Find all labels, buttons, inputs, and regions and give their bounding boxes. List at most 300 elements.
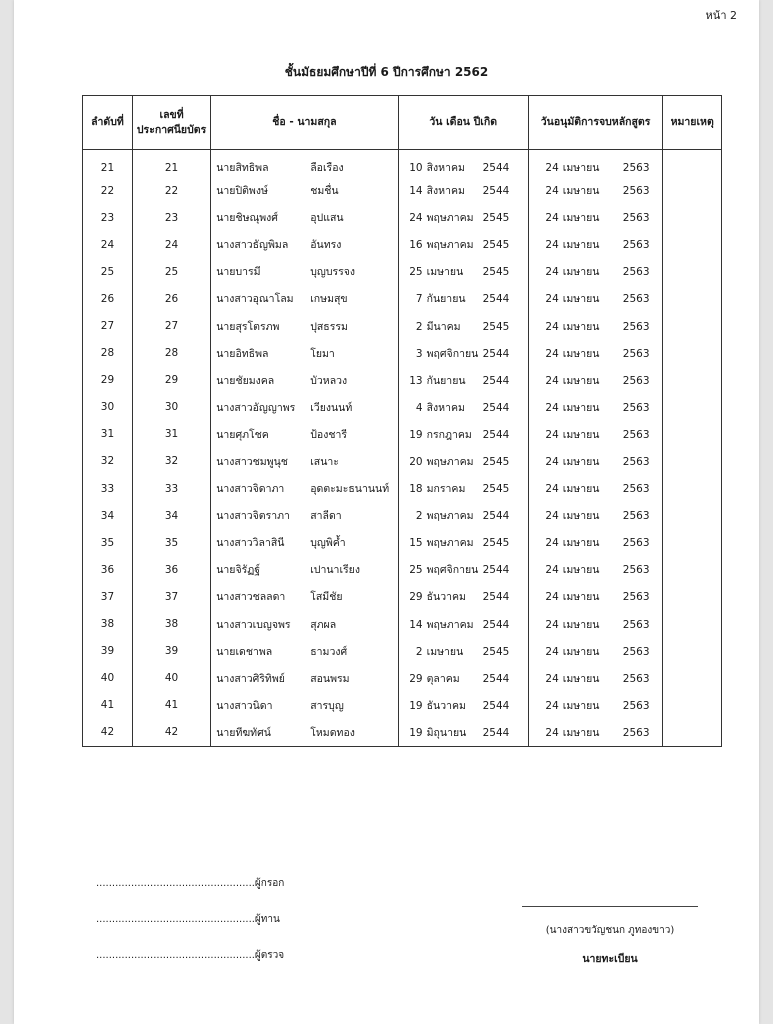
row-seq: 31 <box>83 421 133 448</box>
row-approval-year: 2563 <box>622 185 650 198</box>
row-cert-number: 35 <box>132 529 210 556</box>
row-birth-day: 19 <box>409 428 423 441</box>
row-approval-day: 24 <box>545 162 559 174</box>
row-full-name <box>211 502 398 529</box>
row-full-name <box>211 529 398 556</box>
row-birth-date <box>398 204 528 231</box>
row-seq: 32 <box>83 448 133 475</box>
row-birth-day: 20 <box>409 455 423 468</box>
row-family-name: บุญพิค้ำ <box>310 537 346 550</box>
row-birth-month: พฤษภาคม <box>426 510 474 523</box>
row-approval-date <box>528 367 663 394</box>
row-approval-month: เมษายน <box>562 266 600 279</box>
row-approval-year: 2563 <box>622 162 650 174</box>
row-seq: 30 <box>83 394 133 421</box>
row-approval-day: 24 <box>545 618 559 631</box>
row-family-name: ลือเรือง <box>310 162 344 174</box>
row-birth-day: 19 <box>409 726 423 739</box>
row-approval-day: 24 <box>545 537 559 550</box>
row-birth-day: 25 <box>409 564 423 577</box>
row-birth-month: พฤษภาคม <box>426 455 474 468</box>
row-birth-day: 3 <box>415 347 423 360</box>
row-birth-month: ธันวาคม <box>426 699 466 712</box>
row-approval-month: เมษายน <box>562 510 600 523</box>
row-seq: 21 <box>83 150 133 178</box>
row-approval-month: เมษายน <box>562 428 600 441</box>
row-remark <box>663 367 722 394</box>
row-approval-day: 24 <box>545 266 559 279</box>
row-full-name <box>211 421 398 448</box>
row-remark <box>663 556 722 583</box>
row-approval-date <box>528 394 663 421</box>
row-family-name: ธามวงศ์ <box>310 645 348 658</box>
row-approval-day: 24 <box>545 483 559 496</box>
row-cert-number: 21 <box>132 150 210 178</box>
row-birth-year: 2544 <box>482 672 510 685</box>
row-birth-month: กรกฎาคม <box>426 428 472 441</box>
row-approval-year: 2563 <box>622 266 650 279</box>
row-birth-year: 2545 <box>482 212 510 225</box>
row-family-name: เปานาเรียง <box>310 564 360 577</box>
row-birth-day: 16 <box>409 239 423 252</box>
row-approval-month: เมษายน <box>562 618 600 631</box>
row-remark <box>663 394 722 421</box>
registrar-signature-line <box>522 906 698 907</box>
row-seq: 39 <box>83 638 133 665</box>
row-birth-year: 2545 <box>482 483 510 496</box>
row-approval-date <box>528 231 663 258</box>
row-birth-date <box>398 719 528 747</box>
row-approval-day: 24 <box>545 699 559 712</box>
table-row <box>83 692 722 719</box>
header-cert-number <box>132 96 210 150</box>
row-approval-month: เมษายน <box>562 239 600 252</box>
row-remark <box>663 285 722 312</box>
table-row <box>83 665 722 692</box>
row-birth-day: 18 <box>409 483 423 496</box>
row-seq: 34 <box>83 502 133 529</box>
registrar-title: นายทะเบียน <box>582 953 638 965</box>
row-birth-month: พฤษภาคม <box>426 618 474 631</box>
row-family-name: อุดตะมะธนานนท์ <box>310 483 390 496</box>
row-birth-year: 2544 <box>482 293 510 306</box>
row-birth-year: 2544 <box>482 726 510 739</box>
row-remark <box>663 611 722 638</box>
row-approval-date <box>528 611 663 638</box>
row-birth-date <box>398 231 528 258</box>
row-cert-number: 26 <box>132 285 210 312</box>
row-birth-month: พฤศจิกายน <box>426 347 479 360</box>
row-birth-month: พฤษภาคม <box>426 239 474 252</box>
table-row <box>83 638 722 665</box>
row-remark <box>663 692 722 719</box>
row-birth-month: มิถุนายน <box>426 726 467 739</box>
row-full-name <box>211 150 398 178</box>
row-birth-month: ตุลาคม <box>426 672 460 685</box>
row-family-name: บัวหลวง <box>310 374 348 387</box>
row-cert-number: 25 <box>132 258 210 285</box>
row-cert-number: 22 <box>132 177 210 204</box>
row-approval-day: 24 <box>545 320 559 333</box>
row-full-name <box>211 340 398 367</box>
row-approval-month: เมษายน <box>562 401 600 414</box>
table-body <box>83 150 722 747</box>
row-birth-date <box>398 285 528 312</box>
row-cert-number: 31 <box>132 421 210 448</box>
row-approval-year: 2563 <box>622 591 650 604</box>
row-birth-month: พฤษภาคม <box>426 537 474 550</box>
row-family-name: อุปแสน <box>310 212 344 225</box>
row-given-name: นางสาวธัญพิมล <box>216 239 289 252</box>
row-birth-date <box>398 692 528 719</box>
row-approval-year: 2563 <box>622 618 650 631</box>
row-approval-month: เมษายน <box>562 591 600 604</box>
row-seq: 35 <box>83 529 133 556</box>
row-approval-day: 24 <box>545 455 559 468</box>
row-cert-number: 40 <box>132 665 210 692</box>
row-approval-date <box>528 692 663 719</box>
row-approval-day: 24 <box>545 401 559 414</box>
row-birth-date <box>398 611 528 638</box>
row-cert-number: 23 <box>132 204 210 231</box>
row-seq: 27 <box>83 312 133 339</box>
row-birth-year: 2544 <box>482 428 510 441</box>
row-approval-month: เมษายน <box>562 455 600 468</box>
row-given-name: นายเดชาพล <box>216 645 273 658</box>
row-given-name: นางสาวศิริทิพย์ <box>216 672 285 685</box>
row-approval-day: 24 <box>545 239 559 252</box>
table-row <box>83 448 722 475</box>
row-cert-number: 24 <box>132 231 210 258</box>
row-approval-date <box>528 258 663 285</box>
row-approval-date <box>528 719 663 747</box>
row-approval-date <box>528 150 663 178</box>
row-birth-day: 19 <box>409 699 423 712</box>
row-cert-number: 30 <box>132 394 210 421</box>
row-remark <box>663 502 722 529</box>
row-birth-date <box>398 394 528 421</box>
row-family-name: เสนาะ <box>310 455 339 468</box>
row-family-name: ปุสธรรม <box>310 320 348 333</box>
row-approval-year: 2563 <box>622 645 650 658</box>
row-approval-year: 2563 <box>622 672 650 685</box>
row-remark <box>663 150 722 178</box>
row-birth-date <box>398 312 528 339</box>
row-approval-year: 2563 <box>622 726 650 739</box>
row-birth-date <box>398 258 528 285</box>
row-approval-date <box>528 285 663 312</box>
row-birth-year: 2544 <box>482 564 510 577</box>
row-remark <box>663 340 722 367</box>
row-approval-month: เมษายน <box>562 293 600 306</box>
row-approval-month: เมษายน <box>562 347 600 360</box>
table-row <box>83 394 722 421</box>
row-seq: 38 <box>83 611 133 638</box>
row-birth-date <box>398 502 528 529</box>
row-cert-number: 41 <box>132 692 210 719</box>
row-family-name: สาลีดา <box>310 510 342 523</box>
row-birth-month: กันยายน <box>426 293 466 306</box>
row-birth-month: สิงหาคม <box>426 162 465 174</box>
row-approval-day: 24 <box>545 185 559 198</box>
row-birth-date <box>398 556 528 583</box>
table-row <box>83 475 722 502</box>
document-page <box>14 0 759 1024</box>
row-approval-day: 24 <box>545 591 559 604</box>
row-given-name: นางสาววิลาสินี <box>216 537 285 550</box>
row-seq: 23 <box>83 204 133 231</box>
row-seq: 42 <box>83 719 133 747</box>
row-approval-year: 2563 <box>622 564 650 577</box>
table-row <box>83 231 722 258</box>
row-birth-day: 25 <box>409 266 423 279</box>
row-cert-number: 27 <box>132 312 210 339</box>
row-approval-year: 2563 <box>622 320 650 333</box>
row-full-name <box>211 448 398 475</box>
table-row <box>83 177 722 204</box>
row-birth-year: 2544 <box>482 401 510 414</box>
page-number: หน้า 2 <box>705 9 737 22</box>
row-family-name: โหมดทอง <box>310 726 355 739</box>
header-seq: ลำดับที่ <box>83 96 133 150</box>
row-birth-day: 29 <box>409 672 423 685</box>
row-seq: 24 <box>83 231 133 258</box>
row-remark <box>663 177 722 204</box>
row-approval-date <box>528 638 663 665</box>
row-given-name: นายทีฆทัศน์ <box>216 726 271 739</box>
row-full-name <box>211 231 398 258</box>
table-header-row <box>83 96 722 150</box>
registrar-name: (นางสาวขวัญชนก ภูทองขาว) <box>545 925 675 936</box>
row-birth-year: 2544 <box>482 162 510 174</box>
row-approval-year: 2563 <box>622 347 650 360</box>
row-birth-month: กันยายน <box>426 374 466 387</box>
row-given-name: นางสาวจิดาภา <box>216 483 285 496</box>
row-seq: 28 <box>83 340 133 367</box>
row-birth-day: 4 <box>415 401 423 414</box>
row-remark <box>663 421 722 448</box>
row-birth-year: 2544 <box>482 699 510 712</box>
row-approval-year: 2563 <box>622 428 650 441</box>
row-full-name <box>211 665 398 692</box>
row-approval-month: เมษายน <box>562 374 600 387</box>
row-full-name <box>211 583 398 610</box>
row-given-name: นายชิษณุพงศ์ <box>216 212 278 225</box>
row-birth-date <box>398 150 528 178</box>
row-remark <box>663 583 722 610</box>
row-approval-month: เมษายน <box>562 185 600 198</box>
row-given-name: นายบารมี <box>216 266 261 279</box>
table-row <box>83 150 722 178</box>
row-birth-day: 15 <box>409 537 423 550</box>
row-birth-date <box>398 421 528 448</box>
row-birth-date <box>398 583 528 610</box>
row-full-name <box>211 556 398 583</box>
row-approval-year: 2563 <box>622 537 650 550</box>
row-approval-year: 2563 <box>622 455 650 468</box>
row-cert-number: 28 <box>132 340 210 367</box>
row-approval-date <box>528 312 663 339</box>
row-approval-date <box>528 529 663 556</box>
row-remark <box>663 529 722 556</box>
row-birth-day: 2 <box>415 645 423 658</box>
row-birth-month: สิงหาคม <box>426 401 465 414</box>
row-full-name <box>211 367 398 394</box>
row-given-name: นางสาวอัญญาพร <box>216 401 296 414</box>
row-full-name <box>211 204 398 231</box>
row-seq: 26 <box>83 285 133 312</box>
table-row <box>83 556 722 583</box>
row-remark <box>663 638 722 665</box>
row-seq: 22 <box>83 177 133 204</box>
row-birth-day: 29 <box>409 591 423 604</box>
row-given-name: นางสาวอุณาโลม <box>216 293 294 306</box>
row-approval-year: 2563 <box>622 483 650 496</box>
checker-signature-line: ..................................................ผู้ตรวจ <box>96 950 285 961</box>
row-approval-day: 24 <box>545 672 559 685</box>
row-family-name: สุภผล <box>310 618 337 631</box>
row-cert-number: 39 <box>132 638 210 665</box>
row-full-name <box>211 285 398 312</box>
row-birth-month: มกราคม <box>426 483 466 496</box>
row-birth-year: 2544 <box>482 618 510 631</box>
header-cert-line2: ประกาศนียบัตร <box>136 123 207 136</box>
row-birth-year: 2544 <box>482 185 510 198</box>
row-family-name: สารบุญ <box>310 699 344 712</box>
row-cert-number: 38 <box>132 611 210 638</box>
row-full-name <box>211 719 398 747</box>
row-approval-month: เมษายน <box>562 320 600 333</box>
row-birth-day: 14 <box>409 185 423 198</box>
row-full-name <box>211 638 398 665</box>
row-family-name: โยมา <box>310 347 335 360</box>
table-row <box>83 611 722 638</box>
row-birth-date <box>398 367 528 394</box>
table-row <box>83 583 722 610</box>
row-remark <box>663 312 722 339</box>
row-approval-date <box>528 340 663 367</box>
row-seq: 41 <box>83 692 133 719</box>
row-family-name: บุญบรรจง <box>310 266 356 279</box>
row-approval-day: 24 <box>545 726 559 739</box>
row-birth-date <box>398 475 528 502</box>
row-approval-date <box>528 556 663 583</box>
row-birth-year: 2545 <box>482 320 510 333</box>
row-given-name: นางสาวชลลดา <box>216 591 286 604</box>
row-given-name: นายปิติพงษ์ <box>216 185 268 198</box>
row-approval-month: เมษายน <box>562 564 600 577</box>
row-approval-date <box>528 448 663 475</box>
row-given-name: นายศุภโชค <box>216 428 269 441</box>
row-family-name: อันทรง <box>310 239 342 252</box>
row-birth-date <box>398 665 528 692</box>
row-birth-year: 2545 <box>482 455 510 468</box>
row-birth-year: 2544 <box>482 374 510 387</box>
row-given-name: นางสาวเบญจพร <box>216 618 291 631</box>
table-row <box>83 502 722 529</box>
document-title: ชั้นมัธยมศึกษาปีที่ 6 ปีการศึกษา 2562 <box>284 65 489 79</box>
row-cert-number: 42 <box>132 719 210 747</box>
row-birth-month: พฤษภาคม <box>426 212 474 225</box>
row-approval-date <box>528 177 663 204</box>
header-cert-line1: เลขที่ <box>159 108 184 121</box>
row-birth-year: 2544 <box>482 347 510 360</box>
row-approval-day: 24 <box>545 645 559 658</box>
row-birth-date <box>398 177 528 204</box>
table-row <box>83 529 722 556</box>
row-birth-day: 2 <box>415 510 423 523</box>
row-family-name: ป้องชารี <box>310 428 347 441</box>
row-full-name <box>211 177 398 204</box>
row-birth-month: เมษายน <box>426 266 464 279</box>
header-remark: หมายเหตุ <box>663 96 722 150</box>
row-family-name: โสมีชัย <box>310 591 343 604</box>
row-birth-year: 2545 <box>482 239 510 252</box>
row-approval-day: 24 <box>545 212 559 225</box>
row-cert-number: 34 <box>132 502 210 529</box>
row-given-name: นางสาวจิตราภา <box>216 510 290 523</box>
row-approval-month: เมษายน <box>562 537 600 550</box>
row-approval-day: 24 <box>545 564 559 577</box>
row-remark <box>663 475 722 502</box>
row-remark <box>663 719 722 747</box>
row-full-name <box>211 312 398 339</box>
row-full-name <box>211 394 398 421</box>
table-row <box>83 285 722 312</box>
row-seq: 33 <box>83 475 133 502</box>
row-approval-date <box>528 421 663 448</box>
row-family-name: เวียงนนท์ <box>310 401 353 414</box>
row-approval-day: 24 <box>545 510 559 523</box>
row-approval-year: 2563 <box>622 699 650 712</box>
graduates-table <box>82 95 722 747</box>
row-full-name <box>211 692 398 719</box>
row-approval-month: เมษายน <box>562 483 600 496</box>
row-birth-date <box>398 340 528 367</box>
row-cert-number: 32 <box>132 448 210 475</box>
row-birth-year: 2544 <box>482 591 510 604</box>
row-family-name: สอนพรม <box>310 672 350 685</box>
row-approval-year: 2563 <box>622 212 650 225</box>
row-seq: 36 <box>83 556 133 583</box>
row-seq: 37 <box>83 583 133 610</box>
table-row <box>83 367 722 394</box>
table-row <box>83 340 722 367</box>
row-approval-date <box>528 204 663 231</box>
row-seq: 25 <box>83 258 133 285</box>
row-given-name: นางสาวนิดา <box>216 699 273 712</box>
row-birth-day: 7 <box>415 293 423 306</box>
row-approval-month: เมษายน <box>562 726 600 739</box>
row-approval-date <box>528 583 663 610</box>
row-given-name: นายอิทธิพล <box>216 347 269 360</box>
table-row <box>83 312 722 339</box>
row-given-name: นายสิทธิพล <box>216 162 269 174</box>
row-given-name: นายสุรโตรภพ <box>216 320 280 333</box>
row-given-name: นางสาวชมพูนุช <box>216 455 288 468</box>
row-approval-date <box>528 475 663 502</box>
row-birth-day: 2 <box>415 320 423 333</box>
row-birth-day: 24 <box>409 212 423 225</box>
row-birth-month: ธันวาคม <box>426 591 466 604</box>
row-birth-month: เมษายน <box>426 645 464 658</box>
row-approval-month: เมษายน <box>562 672 600 685</box>
row-birth-date <box>398 638 528 665</box>
row-birth-year: 2544 <box>482 510 510 523</box>
row-approval-year: 2563 <box>622 374 650 387</box>
row-approval-day: 24 <box>545 374 559 387</box>
row-full-name <box>211 475 398 502</box>
